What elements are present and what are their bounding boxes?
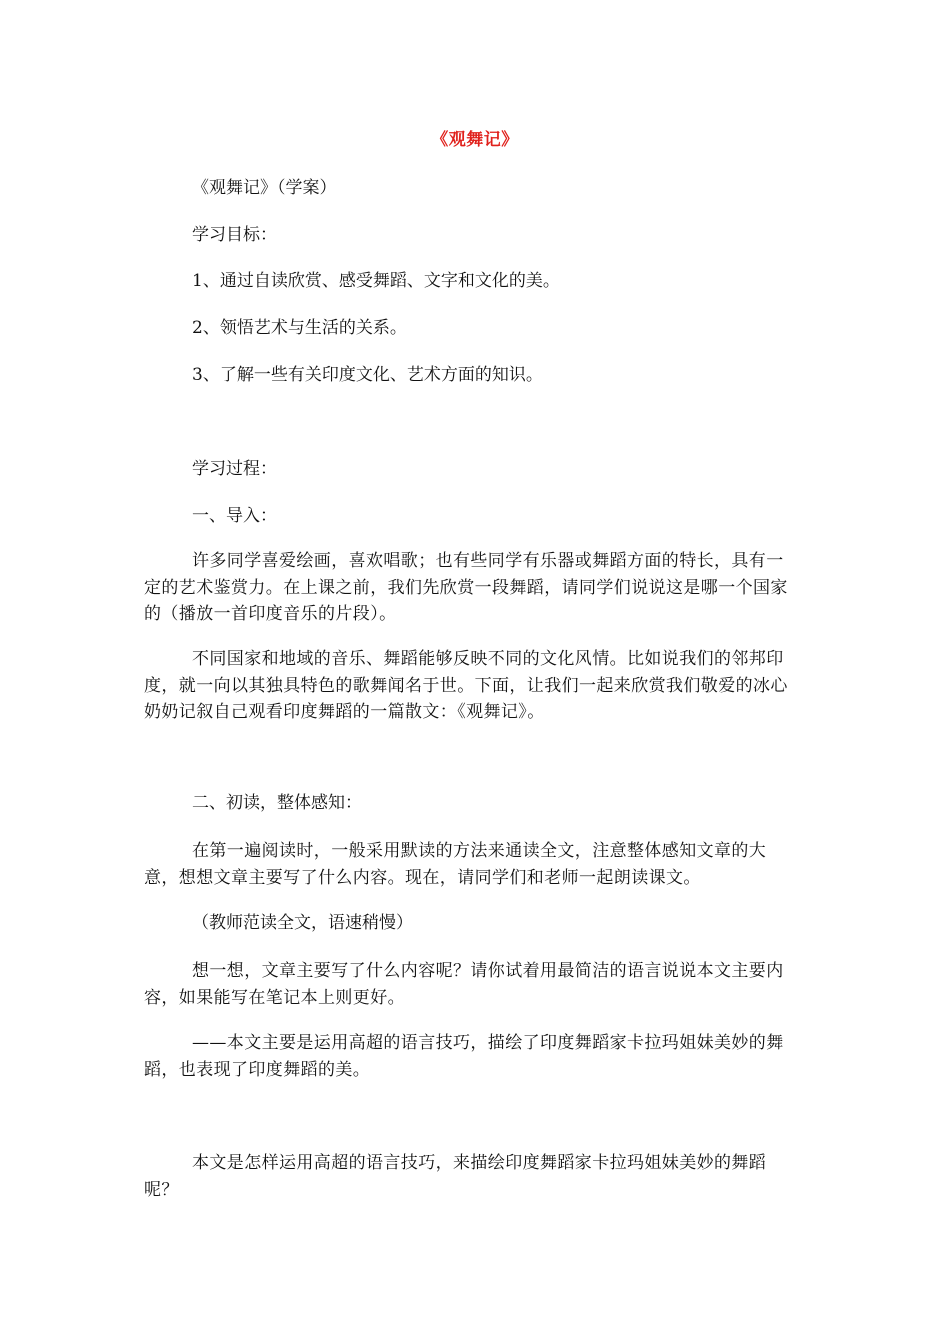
subtitle: 《观舞记》（学案）: [192, 178, 337, 198]
objectives-heading: 学习目标：: [192, 225, 277, 245]
paragraph: 许多同学喜爱绘画，喜欢唱歌；也有些同学有乐器或舞蹈方面的特长，具有一定的艺术鉴赏力。在上课之前，我们先欣赏一段舞蹈，请同学们说说这是哪一个国家的（播放一首印度音乐的片段）。: [144, 551, 788, 624]
paragraph: ——本文主要是运用高超的语言技巧，描绘了印度舞蹈家卡拉玛姐妹美妙的舞蹈，也表现了印度舞蹈的美。: [144, 1033, 784, 1080]
process-heading: 学习过程：: [192, 459, 277, 479]
paragraph: 在第一遍阅读时，一般采用默读的方法来通读全文，注意整体感知文章的大意，想想文章主要写了什么内容。现在，请同学们和老师一起朗读课文。: [144, 841, 767, 888]
section-heading: 二、初读，整体感知：: [192, 793, 362, 813]
paragraph: 不同国家和地域的音乐、舞蹈能够反映不同的文化风情。比如说我们的邻邦印度，就一向以其独具特色的歌舞闻名于世。下面，让我们一起来欣赏我们敬爱的冰心奶奶记叙自己观看印度舞蹈的一篇散文：《观舞记》。: [144, 649, 788, 722]
objective-item: 2、领悟艺术与生活的关系。: [192, 318, 407, 338]
objective-item: 1、通过自读欣赏、感受舞蹈、文字和文化的美。: [192, 271, 560, 291]
objective-item: 3、了解一些有关印度文化、艺术方面的知识。: [192, 365, 543, 385]
page-title: 《观舞记》: [431, 130, 519, 150]
section-heading: 一、导入：: [192, 506, 277, 526]
paragraph: 想一想，文章主要写了什么内容呢？请你试着用最简洁的语言说说本文主要内容，如果能写在笔记本上则更好。: [144, 961, 784, 1008]
teacher-note: （教师范读全文，语速稍慢）: [192, 913, 413, 933]
paragraph: 本文是怎样运用高超的语言技巧，来描绘印度舞蹈家卡拉玛姐妹美妙的舞蹈呢？: [144, 1153, 767, 1200]
